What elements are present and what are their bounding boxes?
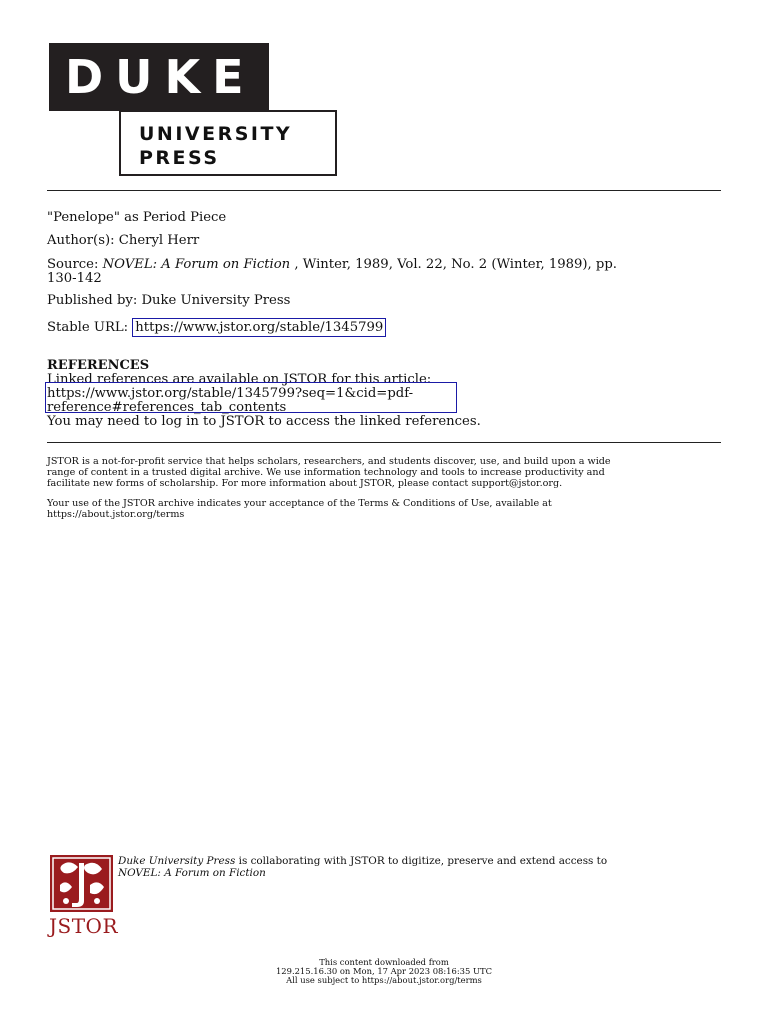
stable-url-row bbox=[47, 320, 386, 335]
collab-journal: NOVEL: A Forum on Fiction bbox=[118, 866, 266, 879]
terms-url[interactable]: https://about.jstor.org/terms bbox=[47, 508, 185, 520]
references-link-line2[interactable]: reference#references_tab_contents bbox=[47, 400, 287, 415]
top-divider bbox=[47, 190, 721, 191]
source-details: , Winter, 1989, Vol. 22, No. 2 (Winter, 1989), pp. bbox=[290, 257, 617, 272]
collab-text: is collaborating with JSTOR to digitize, preserve and extend access to bbox=[235, 855, 608, 867]
notice-line: facilitate new forms of scholarship. For more information about JSTOR, please contact support@jstor.org. bbox=[47, 477, 563, 489]
duke-logo-top: DUKE bbox=[49, 43, 269, 111]
jstor-logo-text: JSTOR bbox=[49, 914, 119, 938]
notice-line: range of content in a trusted digital archive. We use information technology and tools to increase productivity and bbox=[47, 466, 605, 478]
references-login-note: You may need to log in to JSTOR to access the linked references. bbox=[47, 414, 481, 429]
stable-url-label: Stable URL: bbox=[47, 320, 133, 335]
download-footer bbox=[234, 958, 534, 985]
article-source bbox=[47, 257, 617, 272]
duke-logo-university: UNIVERSITY bbox=[139, 123, 293, 145]
footer-line: All use subject to https://about.jstor.org/terms bbox=[286, 975, 482, 985]
article-author: Author(s): Cheryl Herr bbox=[47, 233, 200, 248]
article-title: "Penelope" as Period Piece bbox=[47, 210, 227, 225]
source-label: Source: bbox=[47, 257, 103, 272]
footer-line: This content downloaded from bbox=[319, 957, 449, 967]
terms-line: Your use of the JSTOR archive indicates your acceptance of the Terms & Conditions of Use, available at bbox=[47, 498, 552, 509]
references-intro: Linked references are available on JSTOR for this article: bbox=[47, 372, 432, 387]
middle-divider bbox=[47, 442, 721, 443]
collab-publisher: Duke University Press bbox=[118, 855, 236, 867]
source-pages: 130-142 bbox=[47, 271, 102, 286]
footer-line: 129.215.16.30 on Mon, 17 Apr 2023 08:16:35 UTC bbox=[275, 966, 493, 976]
published-by: Published by: Duke University Press bbox=[47, 293, 291, 308]
duke-logo-press: PRESS bbox=[139, 147, 220, 169]
collaboration-notice bbox=[118, 856, 607, 879]
references-link-line1[interactable]: https://www.jstor.org/stable/1345799?seq=1&cid=pdf- bbox=[47, 386, 414, 401]
notice-line: JSTOR is a not-for-profit service that helps scholars, researchers, and students discover, use, and build upon a wide bbox=[47, 456, 611, 467]
stable-url-link[interactable]: https://www.jstor.org/stable/1345799 bbox=[132, 318, 386, 337]
source-journal: NOVEL: A Forum on Fiction bbox=[102, 257, 291, 272]
duke-logo-box bbox=[119, 110, 337, 176]
jstor-emblem-icon bbox=[50, 855, 113, 912]
references-heading: REFERENCES bbox=[47, 358, 150, 373]
terms-notice bbox=[47, 499, 727, 521]
jstor-notice bbox=[47, 457, 727, 489]
